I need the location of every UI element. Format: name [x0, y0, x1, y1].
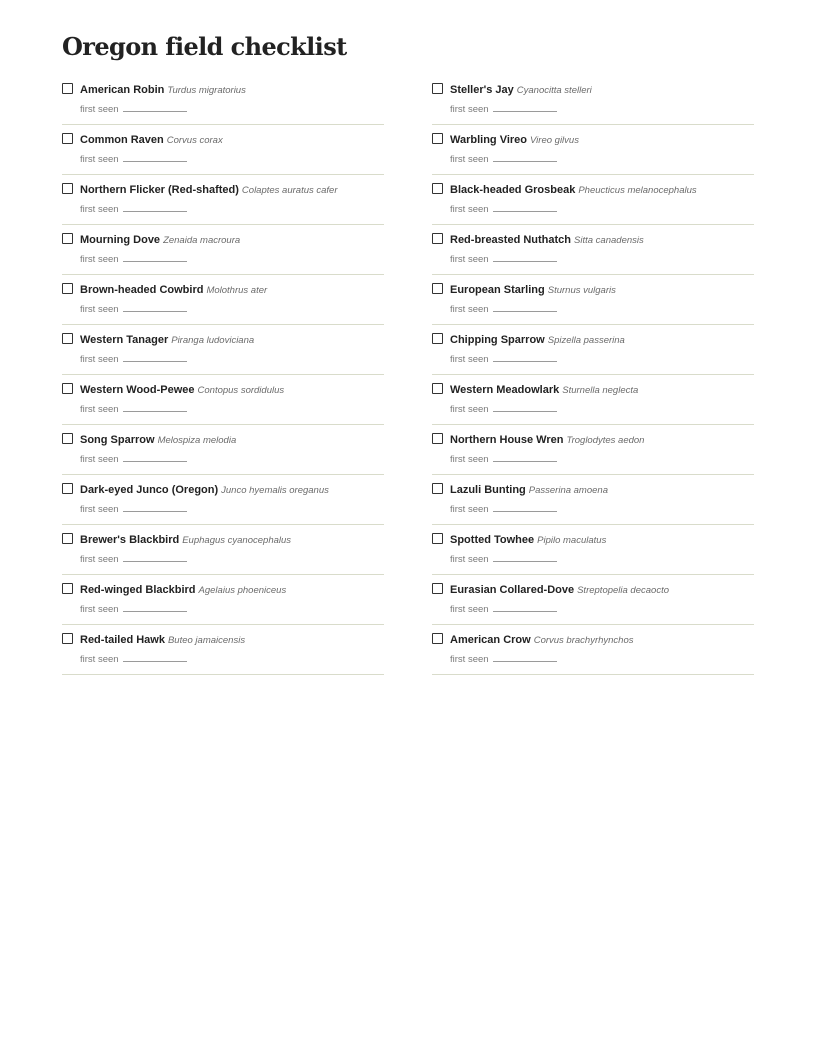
first-seen-blank[interactable]: [493, 552, 557, 562]
bird-names: [80, 381, 284, 399]
common-name: Northern Flicker (Red-shafted): [80, 184, 239, 196]
checklist-item: [62, 475, 384, 525]
checkbox[interactable]: [62, 83, 73, 94]
common-name: Dark-eyed Junco (Oregon): [80, 484, 219, 496]
checkbox[interactable]: [62, 633, 73, 644]
first-seen-label: first seen: [450, 404, 489, 415]
bird-names: [80, 531, 291, 549]
common-name: Western Meadowlark: [450, 384, 560, 396]
first-seen-blank[interactable]: [493, 602, 557, 612]
checklist-item: [432, 175, 754, 225]
first-seen-line: [450, 402, 557, 417]
scientific-name: Sturnella neglecta: [562, 385, 639, 396]
bird-names: [450, 331, 625, 349]
scientific-name: Buteo jamaicensis: [167, 635, 246, 646]
first-seen-blank[interactable]: [493, 102, 557, 112]
first-seen-line: [80, 252, 187, 267]
common-name: American Robin: [80, 84, 165, 96]
checklist-item: [62, 625, 384, 675]
first-seen-label: first seen: [80, 354, 119, 365]
common-name: Song Sparrow: [80, 434, 155, 446]
scientific-name: Colaptes auratus cafer: [241, 185, 338, 196]
common-name: Black-headed Grosbeak: [450, 184, 576, 196]
first-seen-line: [80, 652, 187, 667]
common-name: American Crow: [450, 634, 531, 646]
checkbox[interactable]: [62, 383, 73, 394]
first-seen-label: first seen: [80, 304, 119, 315]
first-seen-label: first seen: [80, 554, 119, 565]
common-name: Red-breasted Nuthatch: [450, 234, 572, 246]
common-name: Western Wood-Pewee: [80, 384, 195, 396]
first-seen-blank[interactable]: [123, 502, 187, 512]
bird-names: [80, 631, 245, 649]
checklist-item: [432, 75, 754, 125]
checkbox[interactable]: [432, 133, 443, 144]
checkbox[interactable]: [432, 183, 443, 194]
first-seen-blank[interactable]: [493, 452, 557, 462]
first-seen-line: [80, 102, 187, 117]
first-seen-blank[interactable]: [493, 652, 557, 662]
first-seen-label: first seen: [450, 354, 489, 365]
checkbox[interactable]: [432, 633, 443, 644]
checklist-column-left: [62, 75, 384, 675]
first-seen-blank[interactable]: [493, 252, 557, 262]
bird-names: [80, 181, 338, 199]
first-seen-label: first seen: [80, 654, 119, 665]
checklist-item: [62, 425, 384, 475]
bird-names: [80, 331, 254, 349]
first-seen-label: first seen: [450, 604, 489, 615]
common-name: Warbling Vireo: [450, 134, 528, 146]
checklist-item: [62, 125, 384, 175]
common-name: Common Raven: [80, 134, 164, 146]
checklist-item: [62, 275, 384, 325]
first-seen-label: first seen: [450, 304, 489, 315]
checkbox[interactable]: [62, 533, 73, 544]
bird-names: [450, 81, 592, 99]
first-seen-blank[interactable]: [493, 402, 557, 412]
bird-names: [450, 531, 606, 549]
scientific-name: Sitta canadensis: [574, 235, 644, 246]
first-seen-blank[interactable]: [493, 352, 557, 362]
checklist-item: [432, 275, 754, 325]
first-seen-blank[interactable]: [493, 502, 557, 512]
first-seen-line: [80, 202, 187, 217]
first-seen-line: [450, 352, 557, 367]
first-seen-line: [450, 252, 557, 267]
common-name: Western Tanager: [80, 334, 169, 346]
first-seen-blank[interactable]: [493, 302, 557, 312]
first-seen-blank[interactable]: [123, 102, 187, 112]
first-seen-label: first seen: [450, 654, 489, 665]
first-seen-label: first seen: [80, 204, 119, 215]
first-seen-blank[interactable]: [123, 602, 187, 612]
bird-names: [450, 281, 616, 299]
first-seen-label: first seen: [80, 504, 119, 515]
first-seen-blank[interactable]: [123, 652, 187, 662]
first-seen-label: first seen: [80, 604, 119, 615]
first-seen-blank[interactable]: [123, 302, 187, 312]
first-seen-line: [80, 402, 187, 417]
checkbox[interactable]: [62, 183, 73, 194]
first-seen-label: first seen: [80, 154, 119, 165]
bird-names: [450, 131, 579, 149]
common-name: Spotted Towhee: [450, 534, 535, 546]
first-seen-blank[interactable]: [493, 202, 557, 212]
first-seen-line: [450, 452, 557, 467]
first-seen-label: first seen: [450, 504, 489, 515]
checklist-item: [62, 325, 384, 375]
checklist-item: [432, 325, 754, 375]
checkbox[interactable]: [62, 333, 73, 344]
first-seen-label: first seen: [450, 154, 489, 165]
first-seen-line: [450, 602, 557, 617]
scientific-name: Euphagus cyanocephalus: [182, 535, 292, 546]
first-seen-line: [80, 552, 187, 567]
bird-names: [80, 431, 236, 449]
checkbox[interactable]: [62, 283, 73, 294]
common-name: Brown-headed Cowbird: [80, 284, 204, 296]
common-name: Brewer's Blackbird: [80, 534, 180, 546]
bird-names: [450, 481, 608, 499]
checklist-item: [432, 225, 754, 275]
bird-names: [450, 431, 644, 449]
scientific-name: Contopus sordidulus: [197, 385, 285, 396]
scientific-name: Streptopelia decaocto: [577, 585, 669, 596]
checkbox[interactable]: [432, 533, 443, 544]
first-seen-line: [80, 302, 187, 317]
checkbox[interactable]: [432, 383, 443, 394]
first-seen-blank[interactable]: [123, 252, 187, 262]
common-name: Red-winged Blackbird: [80, 584, 196, 596]
scientific-name: Agelaius phoeniceus: [198, 585, 287, 596]
first-seen-line: [450, 102, 557, 117]
scientific-name: Melospiza melodia: [157, 435, 237, 446]
checklist-item: [432, 375, 754, 425]
first-seen-label: first seen: [450, 254, 489, 265]
checkbox[interactable]: [432, 333, 443, 344]
first-seen-label: first seen: [80, 454, 119, 465]
first-seen-label: first seen: [450, 554, 489, 565]
common-name: Chipping Sparrow: [450, 334, 545, 346]
common-name: Eurasian Collared-Dove: [450, 584, 575, 596]
checklist-item: [432, 525, 754, 575]
bird-names: [80, 231, 240, 249]
scientific-name: Cyanocitta stelleri: [516, 85, 592, 96]
first-seen-label: first seen: [450, 454, 489, 465]
checklist-column-right: [432, 75, 754, 675]
checklist-item: [62, 575, 384, 625]
checkbox[interactable]: [432, 83, 443, 94]
first-seen-line: [450, 552, 557, 567]
first-seen-line: [80, 152, 187, 167]
checkbox[interactable]: [62, 433, 73, 444]
bird-names: [450, 581, 669, 599]
first-seen-label: first seen: [80, 404, 119, 415]
bird-names: [80, 131, 223, 149]
first-seen-blank[interactable]: [123, 352, 187, 362]
checklist-item: [432, 475, 754, 525]
scientific-name: Sturnus vulgaris: [547, 285, 616, 296]
checklist-item: [62, 225, 384, 275]
checkbox[interactable]: [432, 283, 443, 294]
scientific-name: Pheucticus melanocephalus: [578, 185, 697, 196]
bird-names: [450, 181, 697, 199]
checklist-item: [62, 375, 384, 425]
checklist-item: [432, 425, 754, 475]
common-name: Northern House Wren: [450, 434, 564, 446]
first-seen-blank[interactable]: [123, 402, 187, 412]
first-seen-line: [450, 502, 557, 517]
scientific-name: Turdus migratorius: [167, 85, 246, 96]
scientific-name: Pipilo maculatus: [537, 535, 607, 546]
checklist-item: [62, 75, 384, 125]
bird-names: [80, 281, 267, 299]
checkbox[interactable]: [62, 233, 73, 244]
checkbox[interactable]: [432, 483, 443, 494]
checkbox[interactable]: [432, 583, 443, 594]
first-seen-blank[interactable]: [123, 202, 187, 212]
checkbox[interactable]: [62, 483, 73, 494]
first-seen-line: [80, 602, 187, 617]
checklist-item: [432, 125, 754, 175]
scientific-name: Spizella passerina: [547, 335, 625, 346]
first-seen-line: [450, 202, 557, 217]
first-seen-label: first seen: [450, 204, 489, 215]
bird-names: [450, 381, 638, 399]
checkbox[interactable]: [432, 433, 443, 444]
scientific-name: Junco hyemalis oreganus: [221, 485, 329, 496]
checkbox[interactable]: [62, 133, 73, 144]
scientific-name: Piranga ludoviciana: [171, 335, 255, 346]
checkbox[interactable]: [432, 233, 443, 244]
first-seen-line: [450, 152, 557, 167]
scientific-name: Passerina amoena: [528, 485, 608, 496]
checklist-item: [432, 575, 754, 625]
bird-names: [80, 81, 246, 99]
first-seen-line: [450, 652, 557, 667]
first-seen-label: first seen: [80, 254, 119, 265]
scientific-name: Molothrus ater: [206, 285, 268, 296]
first-seen-label: first seen: [450, 104, 489, 115]
bird-names: [80, 481, 329, 499]
first-seen-line: [80, 352, 187, 367]
checkbox[interactable]: [62, 583, 73, 594]
bird-names: [80, 581, 286, 599]
page-title: Oregon field checklist: [62, 32, 347, 61]
checklist-item: [62, 525, 384, 575]
common-name: Lazuli Bunting: [450, 484, 526, 496]
common-name: European Starling: [450, 284, 545, 296]
first-seen-blank[interactable]: [123, 152, 187, 162]
common-name: Red-tailed Hawk: [80, 634, 165, 646]
scientific-name: Vireo gilvus: [530, 135, 579, 146]
first-seen-line: [80, 502, 187, 517]
scientific-name: Corvus corax: [166, 135, 223, 146]
first-seen-line: [450, 302, 557, 317]
first-seen-line: [80, 452, 187, 467]
first-seen-blank[interactable]: [123, 552, 187, 562]
scientific-name: Zenaida macroura: [163, 235, 241, 246]
common-name: Mourning Dove: [80, 234, 161, 246]
bird-names: [450, 231, 644, 249]
first-seen-blank[interactable]: [123, 452, 187, 462]
bird-names: [450, 631, 634, 649]
first-seen-blank[interactable]: [493, 152, 557, 162]
checklist-item: [432, 625, 754, 675]
first-seen-label: first seen: [80, 104, 119, 115]
checklist-item: [62, 175, 384, 225]
common-name: Steller's Jay: [450, 84, 514, 96]
scientific-name: Corvus brachyrhynchos: [533, 635, 634, 646]
scientific-name: Troglodytes aedon: [566, 435, 645, 446]
